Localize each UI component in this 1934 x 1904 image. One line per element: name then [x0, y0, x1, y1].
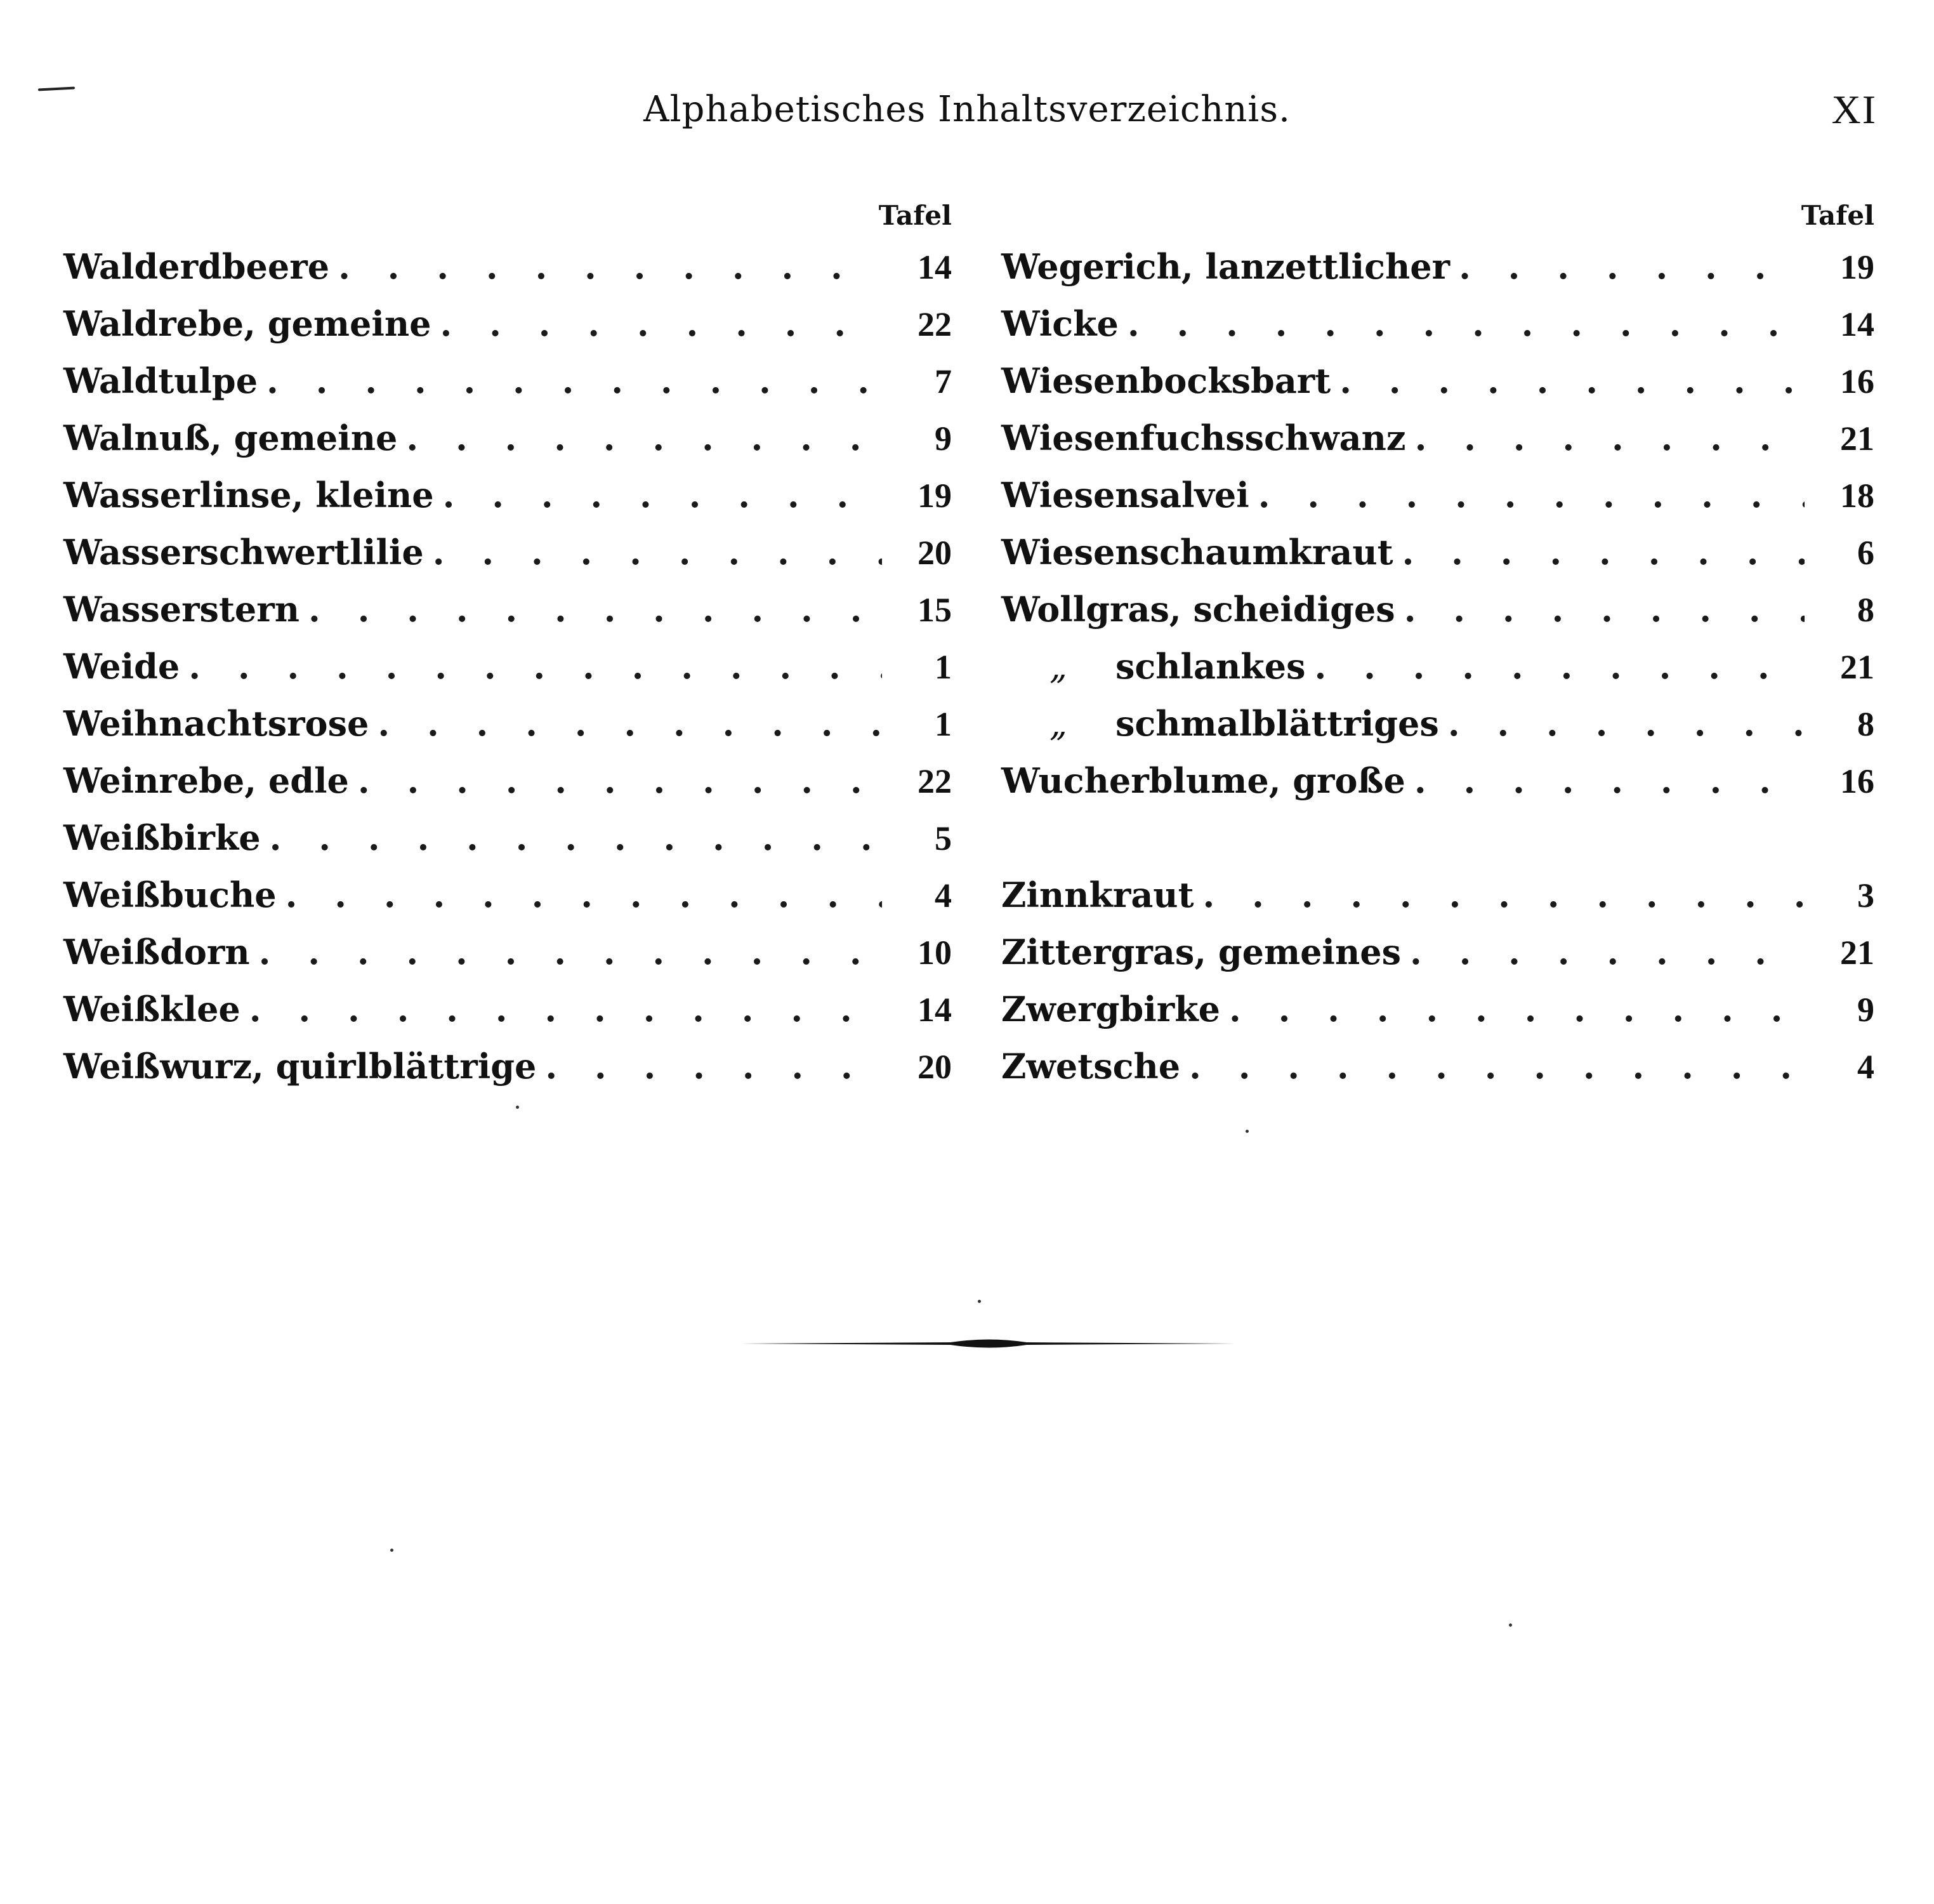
entry-name: Wasserlinse, kleine	[63, 475, 434, 515]
index-entry	[1001, 238, 1874, 295]
entry-plate: 1	[935, 648, 952, 686]
entry-name: Wiesenschaumkraut	[1001, 532, 1393, 572]
leader-dots	[545, 1038, 882, 1095]
index-entry	[1001, 981, 1874, 1038]
entry-plate: 15	[918, 591, 952, 629]
entry-name: Walderdbeere	[63, 246, 330, 287]
leader-dots	[1203, 866, 1805, 923]
entry-plate: 5	[935, 819, 952, 857]
entry-plate: 4	[1857, 1048, 1874, 1086]
entry-plate: 22	[918, 762, 952, 800]
end-rule-ornament	[741, 1337, 1236, 1351]
leader-dots	[270, 809, 882, 866]
section-gap	[1001, 809, 1874, 866]
index-column-left	[63, 194, 952, 1095]
entry-name: Weißdorn	[63, 932, 250, 972]
entry-plate: 14	[1840, 305, 1874, 343]
page-number: XI	[1831, 87, 1877, 132]
index-entry	[63, 238, 952, 295]
entry-plate: 21	[1840, 420, 1874, 458]
leader-dots	[259, 923, 882, 981]
entry-name: Weinrebe, edle	[63, 760, 349, 801]
leader-dots	[308, 581, 882, 638]
index-column-right	[1001, 194, 1874, 1095]
entry-subname: schmalblättriges	[1115, 703, 1439, 744]
entry-name: Waldrebe, gemeine	[63, 303, 431, 344]
entry-plate: 19	[918, 477, 952, 515]
leader-dots	[188, 638, 882, 695]
index-entry	[63, 581, 952, 638]
index-entry	[63, 466, 952, 524]
entry-plate: 6	[1857, 534, 1874, 572]
entry-plate: 18	[1840, 477, 1874, 515]
index-entry	[63, 638, 952, 695]
entry-name: Weißbuche	[63, 875, 277, 915]
entry-name: Zwetsche	[1001, 1046, 1181, 1087]
entry-name: Wiesenbocksbart	[1001, 360, 1331, 401]
index-entry	[63, 695, 952, 752]
entry-name: Weide	[63, 646, 180, 687]
index-entry	[1001, 581, 1874, 638]
entry-name: Zwergbirke	[1001, 989, 1220, 1029]
leader-dots	[249, 981, 882, 1038]
column-header-tafel: Tafel	[878, 200, 952, 231]
leader-dots	[406, 409, 882, 466]
entry-plate: 16	[1840, 762, 1874, 800]
entry-subname: schlankes	[1115, 646, 1306, 687]
entry-name: Wiesensalvei	[1001, 475, 1249, 515]
leader-dots	[1189, 1038, 1805, 1095]
index-entry	[1001, 638, 1874, 695]
entry-name: Weißbirke	[63, 817, 261, 858]
index-entry	[1001, 866, 1874, 923]
entry-name: Wegerich, lanzettlicher	[1001, 246, 1450, 287]
index-entry	[63, 295, 952, 352]
entry-name: Weißklee	[63, 989, 240, 1029]
index-entry	[1001, 466, 1874, 524]
leader-dots	[1404, 581, 1805, 638]
speck	[390, 1549, 393, 1552]
entry-name: Weihnachtsrose	[63, 703, 369, 744]
leader-dots	[433, 524, 882, 581]
entry-plate: 8	[1857, 705, 1874, 743]
index-entry	[63, 809, 952, 866]
leader-dots	[1258, 466, 1805, 524]
entry-plate: 9	[935, 420, 952, 458]
entry-plate: 20	[918, 534, 952, 572]
entry-plate: 22	[918, 305, 952, 343]
entry-name: Zinnkraut	[1001, 875, 1194, 915]
entry-plate: 16	[1840, 362, 1874, 400]
leader-dots	[440, 295, 882, 352]
leader-dots	[1128, 295, 1805, 352]
leader-dots	[358, 752, 882, 809]
entry-name: Wiesenfuchsschwanz	[1001, 418, 1406, 458]
entry-plate: 21	[1840, 934, 1874, 972]
entry-name: Weißwurz, quirlblättrige	[63, 1046, 537, 1087]
entry-name: Wasserschwertlilie	[63, 532, 424, 572]
index-entry	[1001, 752, 1874, 809]
entry-plate: 19	[1840, 248, 1874, 286]
index-entry	[63, 524, 952, 581]
entry-plate: 9	[1857, 991, 1874, 1029]
ditto-mark: „	[1049, 704, 1067, 744]
ditto-mark: „	[1049, 647, 1067, 687]
leader-dots	[443, 466, 882, 524]
leader-dots	[266, 352, 882, 409]
index-entry	[1001, 409, 1874, 466]
entry-name: Wollgras, scheidiges	[1001, 589, 1395, 630]
speck	[978, 1300, 981, 1303]
speck	[1246, 1130, 1249, 1133]
index-entry	[1001, 923, 1874, 981]
entry-plate: 14	[918, 991, 952, 1029]
entry-plate: 1	[935, 705, 952, 743]
entry-name: Wicke	[1001, 303, 1119, 344]
entry-plate: 7	[935, 362, 952, 400]
entry-name: Wasserstern	[63, 589, 299, 630]
leader-dots	[1229, 981, 1805, 1038]
entry-plate: 20	[918, 1048, 952, 1086]
entry-plate: 14	[918, 248, 952, 286]
column-header-tafel: Tafel	[1801, 200, 1874, 231]
leader-dots	[1314, 638, 1805, 695]
index-entry	[1001, 295, 1874, 352]
entry-name: Zittergras, gemeines	[1001, 932, 1401, 972]
index-entry	[1001, 695, 1874, 752]
running-head: Alphabetisches Inhaltsverzeichnis.	[643, 89, 1291, 130]
entry-plate: 4	[935, 876, 952, 915]
entry-name: Waldtulpe	[63, 360, 258, 401]
entry-name-continued	[1001, 638, 1314, 696]
leader-dots	[1459, 238, 1805, 295]
leader-dots	[1415, 409, 1805, 466]
entry-plate: 3	[1857, 876, 1874, 915]
index-entry	[63, 981, 952, 1038]
index-entry	[63, 1038, 952, 1095]
index-entry	[63, 752, 952, 809]
speck	[516, 1106, 519, 1109]
entry-plate: 10	[918, 934, 952, 972]
entry-name-continued	[1001, 695, 1448, 753]
index-entry	[1001, 1038, 1874, 1095]
leader-dots	[1414, 752, 1805, 809]
speck	[1509, 1623, 1512, 1627]
index-entry	[1001, 524, 1874, 581]
entry-name: Walnuß, gemeine	[63, 418, 398, 458]
leader-dots	[378, 695, 882, 752]
leader-dots	[1339, 352, 1805, 409]
entry-plate: 8	[1857, 591, 1874, 629]
index-entry	[63, 866, 952, 923]
leader-dots	[286, 866, 882, 923]
leader-dots	[338, 238, 882, 295]
entry-name: Wucherblume, große	[1001, 760, 1405, 801]
index-entry	[63, 923, 952, 981]
index-entry	[1001, 352, 1874, 409]
index-entry	[63, 352, 952, 409]
entry-plate: 21	[1840, 648, 1874, 686]
leader-dots	[1410, 923, 1805, 981]
leader-dots	[1448, 695, 1805, 752]
leader-dots	[1402, 524, 1805, 581]
index-entry	[63, 409, 952, 466]
